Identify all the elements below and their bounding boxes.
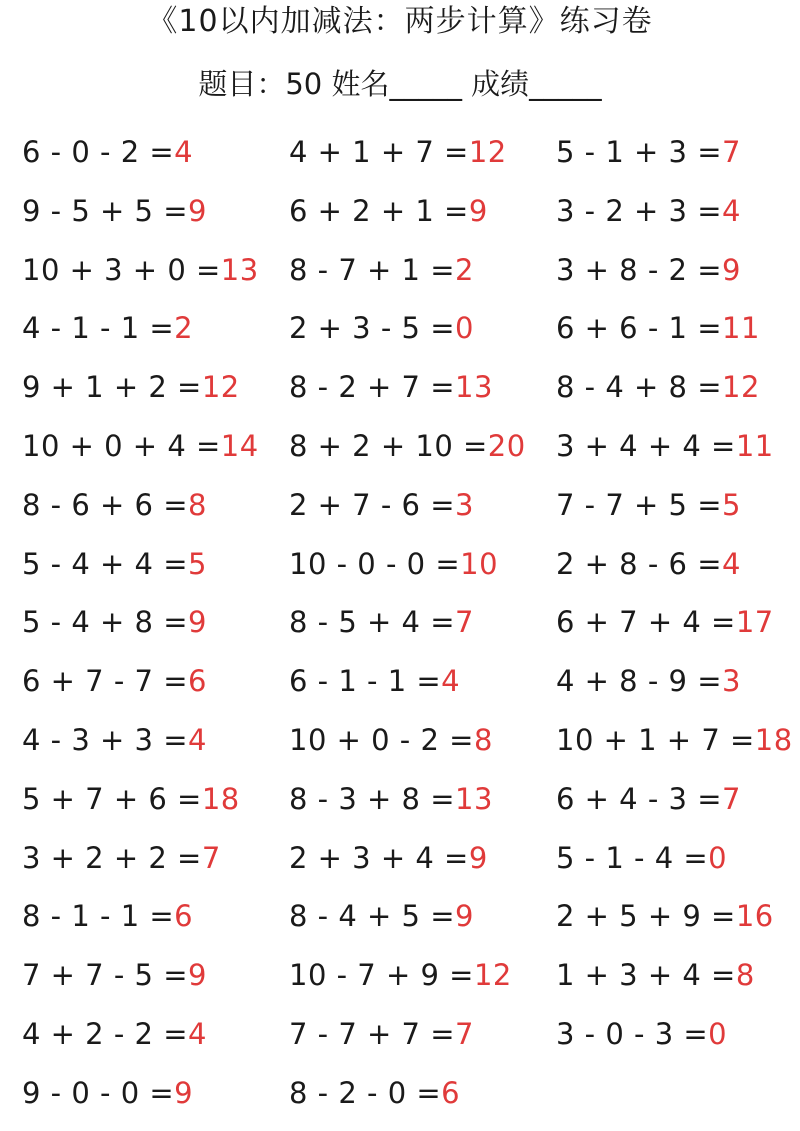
math-problem — [22, 1071, 289, 1130]
math-problem — [22, 542, 289, 601]
problem-expression: 3 + 4 + 4 = — [556, 428, 736, 463]
problem-expression: 4 + 8 - 9 = — [556, 664, 723, 699]
worksheet-info-line: 题目：50 姓名_____ 成绩_____ — [198, 67, 602, 101]
problem-expression: 6 - 0 - 2 = — [22, 135, 175, 169]
problem-expression: 2 + 8 - 6 = — [556, 546, 723, 581]
math-problem — [556, 130, 800, 189]
math-problem — [289, 424, 556, 483]
problem-expression: 10 + 1 + 7 = — [556, 722, 755, 757]
math-problem — [289, 306, 556, 365]
math-problem — [289, 1071, 556, 1130]
math-problem — [22, 424, 289, 483]
problem-answer: 13 — [455, 781, 493, 816]
problem-answer: 17 — [735, 605, 774, 640]
problem-answer: 8 — [735, 958, 755, 993]
problem-expression: 6 + 7 + 4 = — [556, 605, 736, 640]
math-problem — [556, 365, 800, 424]
problem-answer: 13 — [455, 370, 493, 405]
problem-answer: 2 — [455, 252, 474, 287]
problem-answer: 4 — [174, 135, 194, 169]
problem-expression: 8 - 7 + 1 = — [289, 252, 456, 287]
math-problem — [289, 894, 556, 953]
problem-expression: 6 + 4 - 3 = — [556, 781, 723, 816]
problem-expression: 1 + 3 + 4 = — [556, 958, 736, 993]
problem-expression: 4 - 1 - 1 = — [22, 311, 175, 346]
math-problem — [22, 365, 289, 424]
problem-answer: 9 — [188, 605, 207, 640]
math-problem — [22, 836, 289, 895]
math-problem — [289, 1012, 556, 1071]
problem-grid — [22, 130, 800, 1130]
problem-answer: 16 — [735, 899, 774, 934]
math-problem — [289, 777, 556, 836]
problem-answer: 6 — [174, 899, 194, 934]
problem-expression: 6 - 1 - 1 = — [289, 664, 442, 699]
problem-expression: 6 + 6 - 1 = — [556, 311, 723, 346]
problem-expression: 7 - 7 + 7 = — [289, 1016, 456, 1051]
problem-answer: 7 — [455, 1016, 474, 1051]
problem-answer: 8 — [188, 487, 207, 522]
problem-answer: 7 — [455, 605, 474, 640]
problem-expression: 8 - 2 + 7 = — [289, 370, 456, 405]
problem-answer: 4 — [188, 722, 207, 757]
problem-answer: 9 — [455, 899, 474, 934]
worksheet-title: 《10以内加减法：两步计算》练习卷 — [147, 4, 653, 39]
problem-answer: 4 — [441, 664, 461, 699]
problem-expression: 5 - 1 - 4 = — [556, 840, 709, 875]
problem-expression: 6 + 2 + 1 = — [289, 193, 469, 228]
math-problem — [289, 953, 556, 1012]
problem-expression: 8 - 1 - 1 = — [22, 899, 175, 934]
problem-expression: 10 + 0 - 2 = — [289, 722, 474, 757]
problem-expression: 4 - 3 + 3 = — [22, 722, 189, 757]
problem-expression: 6 + 7 - 7 = — [22, 664, 189, 699]
problem-answer: 4 — [722, 546, 741, 581]
problem-answer: 9 — [468, 840, 488, 875]
problem-answer: 18 — [754, 722, 793, 757]
problem-expression: 3 + 2 + 2 = — [22, 840, 202, 875]
problem-answer: 2 — [174, 311, 194, 346]
problem-answer: 18 — [201, 781, 240, 816]
math-problem — [22, 894, 289, 953]
math-problem — [556, 542, 800, 601]
problem-answer: 11 — [735, 428, 774, 463]
problem-answer: 4 — [722, 193, 741, 228]
problem-answer: 4 — [188, 1016, 207, 1051]
problem-expression: 5 + 7 + 6 = — [22, 781, 202, 816]
problem-answer: 9 — [174, 1075, 194, 1110]
math-problem — [289, 836, 556, 895]
math-problem — [22, 718, 289, 777]
math-problem — [556, 777, 800, 836]
problem-answer: 6 — [441, 1075, 461, 1110]
problem-expression: 8 - 5 + 4 = — [289, 605, 456, 640]
problem-answer: 7 — [722, 781, 741, 816]
math-problem — [556, 600, 800, 659]
problem-expression: 10 - 0 - 0 = — [289, 546, 461, 581]
math-problem — [289, 542, 556, 601]
math-problem — [289, 483, 556, 542]
problem-expression: 9 + 1 + 2 = — [22, 370, 202, 405]
math-problem — [22, 306, 289, 365]
problem-answer: 6 — [188, 664, 207, 699]
problem-expression: 8 - 3 + 8 = — [289, 781, 456, 816]
problem-answer: 5 — [188, 546, 207, 581]
math-problem — [289, 189, 556, 248]
problem-expression: 9 - 5 + 5 = — [22, 193, 189, 228]
problem-answer: 3 — [722, 664, 741, 699]
problem-answer: 7 — [722, 135, 741, 169]
problem-answer: 10 — [460, 546, 499, 581]
math-problem — [289, 365, 556, 424]
math-problem — [289, 718, 556, 777]
problem-expression: 9 - 0 - 0 = — [22, 1075, 175, 1110]
math-problem — [556, 248, 800, 307]
math-problem — [22, 130, 289, 189]
math-problem — [556, 306, 800, 365]
math-problem — [289, 248, 556, 307]
math-problem — [22, 483, 289, 542]
problem-expression: 2 + 3 - 5 = — [289, 311, 456, 346]
problem-answer: 7 — [201, 840, 221, 875]
problem-expression: 8 + 2 + 10 = — [289, 428, 488, 463]
problem-expression: 5 - 4 + 8 = — [22, 605, 189, 640]
math-problem — [22, 1012, 289, 1071]
problem-expression: 10 - 7 + 9 = — [289, 958, 474, 993]
problem-expression: 8 - 6 + 6 = — [22, 487, 189, 522]
math-problem — [22, 248, 289, 307]
problem-expression: 7 + 7 - 5 = — [22, 958, 189, 993]
problem-expression: 8 - 4 + 8 = — [556, 370, 723, 405]
problem-expression: 3 - 2 + 3 = — [556, 193, 723, 228]
math-problem — [556, 718, 800, 777]
problem-answer: 0 — [708, 1016, 728, 1051]
math-problem — [22, 777, 289, 836]
problem-answer: 12 — [468, 135, 507, 169]
problem-answer: 12 — [722, 370, 760, 405]
problem-answer: 9 — [722, 252, 741, 287]
math-problem — [556, 894, 800, 953]
math-problem — [556, 424, 800, 483]
problem-expression: 3 - 0 - 3 = — [556, 1016, 709, 1051]
problem-expression: 2 + 5 + 9 = — [556, 899, 736, 934]
math-problem — [556, 836, 800, 895]
problem-expression: 5 - 4 + 4 = — [22, 546, 189, 581]
problem-expression: 10 + 3 + 0 = — [22, 252, 221, 287]
problem-answer: 11 — [722, 311, 760, 346]
math-problem — [289, 130, 556, 189]
problem-expression: 2 + 3 + 4 = — [289, 840, 469, 875]
problem-expression: 3 + 8 - 2 = — [556, 252, 723, 287]
math-problem — [556, 1012, 800, 1071]
problem-answer: 12 — [473, 958, 512, 993]
math-problem — [289, 659, 556, 718]
math-problem — [22, 600, 289, 659]
problem-expression: 8 - 2 - 0 = — [289, 1075, 442, 1110]
math-problem — [556, 189, 800, 248]
problem-answer: 20 — [487, 428, 526, 463]
problem-answer: 5 — [722, 487, 741, 522]
problem-expression: 2 + 7 - 6 = — [289, 487, 456, 522]
math-problem — [22, 189, 289, 248]
math-problem — [22, 659, 289, 718]
problem-expression: 4 + 2 - 2 = — [22, 1016, 189, 1051]
problem-answer: 9 — [468, 193, 488, 228]
problem-answer: 14 — [220, 428, 259, 463]
problem-answer: 13 — [220, 252, 259, 287]
problem-answer: 9 — [188, 958, 207, 993]
math-problem — [22, 953, 289, 1012]
problem-answer: 8 — [473, 722, 493, 757]
problem-answer: 9 — [188, 193, 207, 228]
problem-expression: 8 - 4 + 5 = — [289, 899, 456, 934]
problem-expression: 10 + 0 + 4 = — [22, 428, 221, 463]
math-problem — [556, 659, 800, 718]
problem-expression: 7 - 7 + 5 = — [556, 487, 723, 522]
problem-answer: 0 — [708, 840, 728, 875]
problem-answer: 3 — [455, 487, 474, 522]
problem-expression: 4 + 1 + 7 = — [289, 135, 469, 169]
math-problem — [556, 483, 800, 542]
problem-answer: 0 — [455, 311, 474, 346]
problem-answer: 12 — [201, 370, 240, 405]
math-problem — [289, 600, 556, 659]
math-problem — [556, 953, 800, 1012]
problem-expression: 5 - 1 + 3 = — [556, 135, 723, 169]
